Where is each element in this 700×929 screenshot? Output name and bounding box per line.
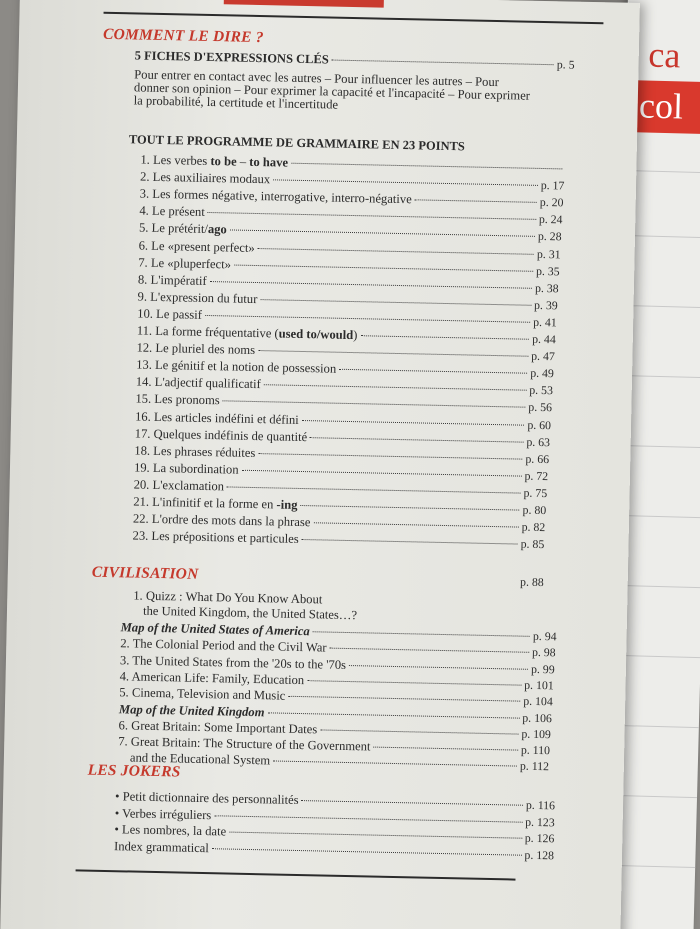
page-number: p. 24 [538,212,563,227]
page-number: p. 80 [522,502,547,518]
toc-entry-label: 14. L'adjectif qualificatif [135,374,261,392]
dot-leader [264,383,527,390]
dot-leader [227,485,521,493]
dot-leader [258,452,522,460]
quiz-line-1: 1. Quizz : What Do You Know About [133,588,323,607]
footer-rule [76,869,516,880]
adjacent-book-band-text: col [638,85,684,127]
dot-leader [300,504,519,511]
dot-leader [313,630,530,637]
page-number: p. 53 [529,383,554,398]
dot-leader [242,469,522,477]
toc-entry-label: 5. Le prétérit/ago [138,220,227,237]
toc-entry-label: 17. Quelques indéfinis de quantité [134,426,308,444]
dot-leader [229,831,522,839]
toc-entry-label: Map of the United Kingdom [118,701,265,719]
dot-leader [360,334,529,340]
dot-leader [307,679,521,685]
page-number: p. 63 [526,434,551,449]
page-number: p. 39 [533,297,558,313]
dot-leader [302,799,523,806]
dot-leader [310,436,523,442]
toc-entry-label: • Verbes irréguliers [114,805,212,822]
dot-leader [288,695,520,702]
dot-leader [373,746,517,751]
page-number: p. 88 [519,574,544,590]
toc-entry-label: 4. Le présent [139,203,205,220]
toc-entry-label: • Les nombres, la date [114,822,227,839]
adjacent-book-text: ca [647,34,681,76]
dot-leader [291,162,562,170]
dot-leader [258,349,528,357]
section-title-civilisation: CIVILISATION [91,563,199,583]
page-number: p. 47 [531,348,555,364]
toc-entry-label: 2. The Colonial Period and the Civil War [120,636,327,655]
page-number: p. 128 [524,847,555,862]
toc-entry-label: 13. Le génitif et la notion de possession [136,357,337,376]
page-number: p. 94 [532,628,557,644]
dot-leader [349,664,528,670]
toc-entry-label: 5. Cinema, Television and Music [119,685,286,703]
toc-entry-label: 11. La forme fréquentative (used to/would) [136,323,358,343]
page-number: p. 126 [524,830,555,846]
section-title-jokers: LES JOKERS [87,761,181,781]
page-number: p. 112 [519,759,550,774]
page-number: p. 82 [521,519,546,535]
toc-entry-label: 16. Les articles indéfini et défini [134,409,299,427]
toc-entry-label: 12. Le pluriel des noms [136,340,256,358]
toc-entry-label: 9. L'expression du futur [137,289,258,306]
page-number: p. 35 [535,263,560,278]
page-number: p. 104 [523,693,553,709]
dot-leader [313,521,518,527]
toc-entry-label: Index grammatical [113,838,209,855]
section-title-comment: COMMENT LE DIRE ? [102,25,264,47]
toc-entry-label: 7. Le «pluperfect» [138,255,232,272]
page-number: p. 41 [533,314,557,330]
dot-leader [208,211,536,220]
toc-entry-label: 1. Les verbes to be – to have [140,152,289,170]
dot-leader [273,760,517,767]
page-number: p. 5 [556,57,575,72]
toc-entry-label: 10. Le passif [137,306,203,322]
dot-leader [330,647,529,653]
page-number: p. 99 [530,661,555,676]
page-number: p. 66 [525,451,550,466]
page-number: p. 116 [525,797,556,813]
quiz-line-2: the United Kingdom, the United States…? [142,603,358,623]
header-rule [104,12,604,24]
dot-leader [339,368,527,374]
page-number: p. 49 [530,365,555,381]
page-number: p. 75 [523,485,548,501]
toc-entry-label: 18. Les phrases réduites [134,443,256,460]
dot-leader [273,178,538,186]
dot-leader [302,418,525,425]
page-number: p. 85 [520,536,545,552]
subhead-grammar: TOUT LE PROGRAMME DE GRAMMAIRE EN 23 POINTS [128,132,466,154]
toc-entry-label: 23. Les prépositions et particules [132,528,299,547]
dot-leader [214,814,522,822]
toc-entry-label: 20. L'exclamation [133,477,225,494]
toc-entry-label: 4. American Life: Family, Education [119,669,305,687]
fiches-description: Pour entrer en contact avec les autres – Pour influencer les autres – Pour donner son opinion – Pour exprimer la capacité et l'incapacité – Pour exprimer la probabilité, la certitude et l'incertitude [133,67,531,112]
dot-leader [205,314,530,323]
toc-entry-label: 15. Les pronoms [135,391,220,408]
toc-entry-label: • Petit dictionnaire des personnalités [114,789,299,808]
page-number: p. 72 [524,468,549,483]
toc-row-civilisation [92,564,544,589]
toc-entry-label: 21. L'infinitif et la forme en -ing [133,494,298,512]
page-number: p. 123 [525,814,555,829]
table-of-contents [87,0,575,862]
toc-entry-label: Map of the United States of America [120,620,310,639]
page-number: p. 106 [522,710,553,725]
page-number: p. 109 [521,726,552,742]
page-number: p. 98 [531,645,556,660]
toc-entry-label: 6. Le «present perfect» [138,238,255,255]
toc-entry-label: 6. Great Britain: Some Important Dates [118,718,318,737]
toc-entry-label: 3. The United States from the '20s to the '70s [119,652,347,672]
dot-leader [415,199,537,204]
header-red-fragment [224,0,384,8]
dot-leader [267,711,519,718]
page-number: p. 56 [528,400,553,415]
dot-leader [260,298,531,306]
page-number: p. 110 [520,742,551,758]
dot-leader [230,229,535,237]
page-number: p. 20 [539,195,564,210]
toc-entry-label: 3. Les formes négative, interrogative, interro-négative [139,186,412,207]
dot-leader [210,280,532,289]
page-number: p. 44 [532,331,556,347]
dot-leader [332,59,554,66]
dot-leader [320,728,518,734]
toc-entry-label: and the Educational System [129,750,271,768]
toc-entry-label: 2. Les auxiliaires modaux [139,169,271,187]
subhead-fiches: 5 FICHES D'EXPRESSIONS CLÉS [134,48,329,67]
page-number: p. 60 [527,417,552,432]
page-number: p. 38 [534,280,559,296]
dot-leader [223,400,526,408]
toc-entry-label: 22. L'ordre des mots dans la phrase [132,511,311,530]
dot-leader [234,263,533,271]
toc-entry-label: 7. Great Britain: The Structure of the Government [118,734,371,754]
toc-entry-label: 19. La subordination [133,460,239,477]
page-number: p. 28 [537,229,562,244]
page-number: p. 31 [536,246,561,261]
dot-leader [302,538,518,545]
page-number: p. 101 [524,677,554,693]
toc-entry-label: 8. L'impératif [137,272,207,288]
dot-leader [212,847,522,855]
page-number: p. 17 [540,178,565,193]
dot-leader [258,247,534,255]
